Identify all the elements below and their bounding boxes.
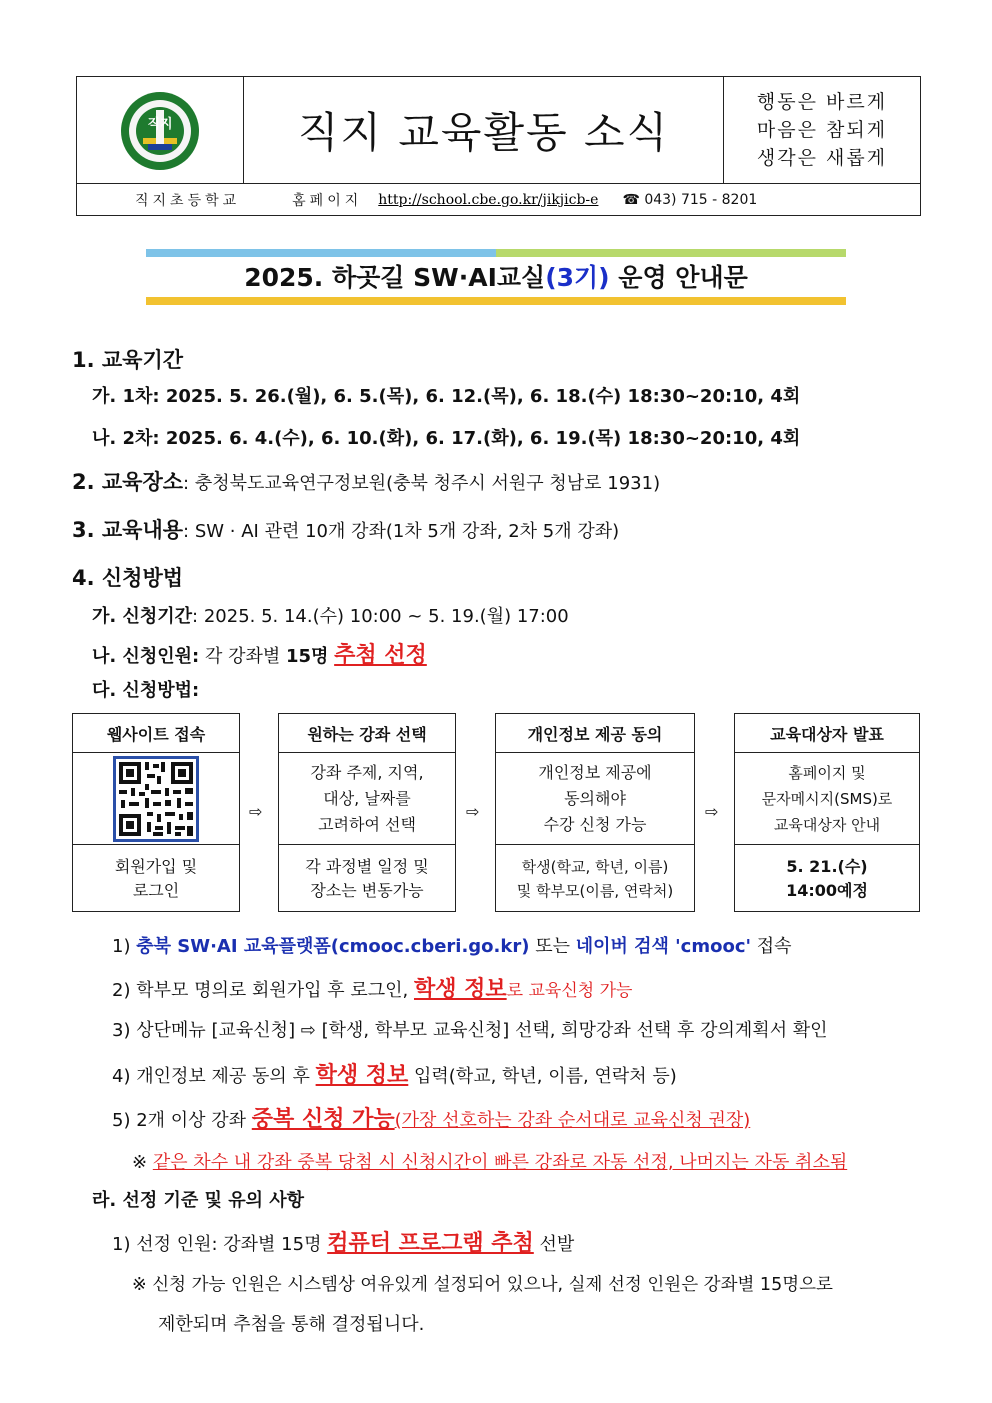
step-text: 상단메뉴 [교육신청] ⇨ [학생, 학부모 교육신청] 선택, 희망강좌 선택 후 강의계획서 확인 xyxy=(136,1020,828,1041)
flow-step-consent xyxy=(495,713,695,912)
location-text: : 충청북도교육연구정보원(충북 청주시 서원구 청남로 1931) xyxy=(183,473,661,494)
step-text: 학부모 명의로 회원가입 후 로그인, xyxy=(136,980,414,1001)
step-red-text: (가장 선호하는 강좌 순서대로 교육신청 권장) xyxy=(394,1110,751,1131)
school-name: 직지초등학교 xyxy=(135,192,241,209)
flow-step-detail: 5. 21.(수) 14:00예정 xyxy=(786,856,868,900)
step-4 xyxy=(112,1058,677,1089)
step-red-text: 로 교육신청 가능 xyxy=(506,981,633,1001)
step-text: 또는 xyxy=(529,936,576,957)
school-motto xyxy=(724,77,920,183)
apply-count-text: 각 강좌별 xyxy=(199,646,286,667)
flow-step-title: 원하는 강좌 선택 xyxy=(279,714,455,753)
school-info-row xyxy=(77,183,920,215)
flow-step-qr xyxy=(73,753,239,845)
step-number: 5) xyxy=(112,1110,131,1131)
lottery-notice: 추첨 선정 xyxy=(334,643,427,668)
duplicate-note-text: 같은 차수 내 강좌 중복 당첨 시 신청시간이 빠른 강좌로 자동 선정, 나머지는 자동 취소됨 xyxy=(152,1152,848,1173)
apply-count-label: 나. 신청인원: xyxy=(92,646,200,667)
qr-code-icon[interactable] xyxy=(113,756,199,842)
selection-criteria-heading: 라. 선정 기준 및 유의 사항 xyxy=(92,1190,305,1211)
flow-step-body: 홈페이지 및 문자메시지(SMS)로 교육대상자 안내 xyxy=(735,753,919,845)
lottery-highlight: 컴퓨터 프로그램 추첨 xyxy=(327,1231,534,1256)
flow-step-title: 교육대상자 발표 xyxy=(735,714,919,753)
selection-item-1 xyxy=(112,1226,574,1257)
apply-method-label: 다. 신청방법: xyxy=(92,680,200,701)
newsletter-header xyxy=(76,76,921,216)
flow-step-title: 개인정보 제공 동의 xyxy=(496,714,694,753)
apply-period-label: 가. 신청기간 xyxy=(92,606,193,627)
step-number: 1) xyxy=(112,1234,131,1255)
apply-count xyxy=(92,638,427,669)
logo-cell xyxy=(77,77,244,183)
logo-text: 직지 xyxy=(147,117,173,132)
step-text: 2개 이상 강좌 xyxy=(136,1110,252,1131)
student-info-highlight: 학생 정보 xyxy=(315,1063,409,1088)
section-1-heading: 1. 교육기간 xyxy=(72,348,184,372)
schedule-round-2: 나. 2차: 2025. 6. 4.(수), 6. 10.(화), 6. 17.(화), 6. 19.(목) 18:30~20:10, 4회 xyxy=(92,428,801,449)
step-number: 1) xyxy=(112,936,131,957)
apply-period xyxy=(92,602,569,628)
title-bar-top-left xyxy=(146,249,496,257)
apply-count-number: 15명 xyxy=(285,646,329,667)
motto-line-2: 마음은 참되게 xyxy=(756,119,888,141)
flow-step-detail: 각 과정별 일정 및 장소는 변동가능 xyxy=(305,856,429,900)
student-info-highlight: 학생 정보 xyxy=(413,977,507,1002)
section-2-heading: 2. 교육장소 xyxy=(72,470,184,494)
section-3 xyxy=(72,514,619,544)
step-text: 선정 인원: 강좌별 15명 xyxy=(136,1234,328,1255)
platform-name: 충북 SW·AI 교육플랫폼(cmooc.cberi.go.kr) xyxy=(136,936,530,957)
flow-arrow-2: ⇨ xyxy=(466,802,480,821)
motto-line-3: 생각은 새롭게 xyxy=(756,147,888,169)
step-1 xyxy=(112,932,792,958)
title-suffix: 운영 안내문 xyxy=(609,263,748,292)
apply-period-text: : 2025. 5. 14.(수) 10:00 ~ 5. 19.(월) 17:00 xyxy=(192,606,569,627)
title-cohort: (3기) xyxy=(545,263,610,292)
flow-step-announce xyxy=(734,713,920,912)
section-2 xyxy=(72,466,660,496)
step-number: 2) xyxy=(112,980,131,1001)
flow-step-body: 강좌 주제, 지역, 대상, 날짜를 고려하여 선택 xyxy=(279,753,455,845)
step-text: 선발 xyxy=(533,1234,575,1255)
flow-step-website xyxy=(72,713,240,912)
flow-arrow-3: ⇨ xyxy=(705,802,719,821)
step-text: 입력(학교, 학년, 이름, 연락처 등) xyxy=(408,1066,677,1087)
duplicate-note xyxy=(132,1148,847,1174)
step-5 xyxy=(112,1102,750,1133)
step-text: 접속 xyxy=(751,936,792,957)
step-3 xyxy=(112,1016,828,1042)
newsletter-title: 직지 교육활동 소식 xyxy=(244,77,724,183)
flow-step-body: 개인정보 제공에 동의해야 수강 신청 가능 xyxy=(496,753,694,845)
selection-note-line-2: 제한되며 추첨을 통해 결정됩니다. xyxy=(158,1314,425,1335)
title-bar-bottom xyxy=(146,297,846,305)
motto-line-1: 행동은 바르게 xyxy=(756,91,888,113)
flow-arrow-1: ⇨ xyxy=(249,802,263,821)
flow-step-course xyxy=(278,713,456,912)
phone-number: ☎ 043) 715 - 8201 xyxy=(622,191,758,208)
step-text: 개인정보 제공 동의 후 xyxy=(136,1066,316,1087)
duplicate-apply-highlight: 중복 신청 가능 xyxy=(251,1107,395,1132)
section-3-heading: 3. 교육내용 xyxy=(72,518,184,542)
homepage-link[interactable]: http://school.cbe.go.kr/jikjicb-e xyxy=(378,191,599,208)
naver-search: 네이버 검색 'cmooc' xyxy=(575,936,752,957)
homepage-label: 홈페이지 xyxy=(292,192,363,209)
selection-note-line-1: ※ 신청 가능 인원은 시스템상 여유있게 설정되어 있으나, 실제 선정 인원은 강좌별 15명으로 xyxy=(132,1275,833,1295)
flow-step-title: 웹사이트 접속 xyxy=(73,714,239,753)
schedule-round-1: 가. 1차: 2025. 5. 26.(월), 6. 5.(목), 6. 12.(목), 6. 18.(수) 18:30~20:10, 4회 xyxy=(92,386,801,407)
step-number: 4) xyxy=(112,1066,131,1087)
flow-step-detail: 회원가입 및 로그인 xyxy=(114,856,198,900)
flow-step-detail: 학생(학교, 학년, 이름) 및 학부모(이름, 연락처) xyxy=(516,857,674,900)
step-2 xyxy=(112,972,632,1003)
section-4-heading: 4. 신청방법 xyxy=(72,566,184,590)
document-title xyxy=(146,258,846,294)
note-mark: ※ xyxy=(132,1152,153,1173)
step-number: 3) xyxy=(112,1020,131,1041)
title-main: 2025. 하곳길 SW·AI교실 xyxy=(244,263,546,292)
title-bar-top-right xyxy=(496,249,846,257)
content-text: : SW · AI 관련 10개 강좌(1차 5개 강좌, 2차 5개 강좌) xyxy=(183,521,620,542)
